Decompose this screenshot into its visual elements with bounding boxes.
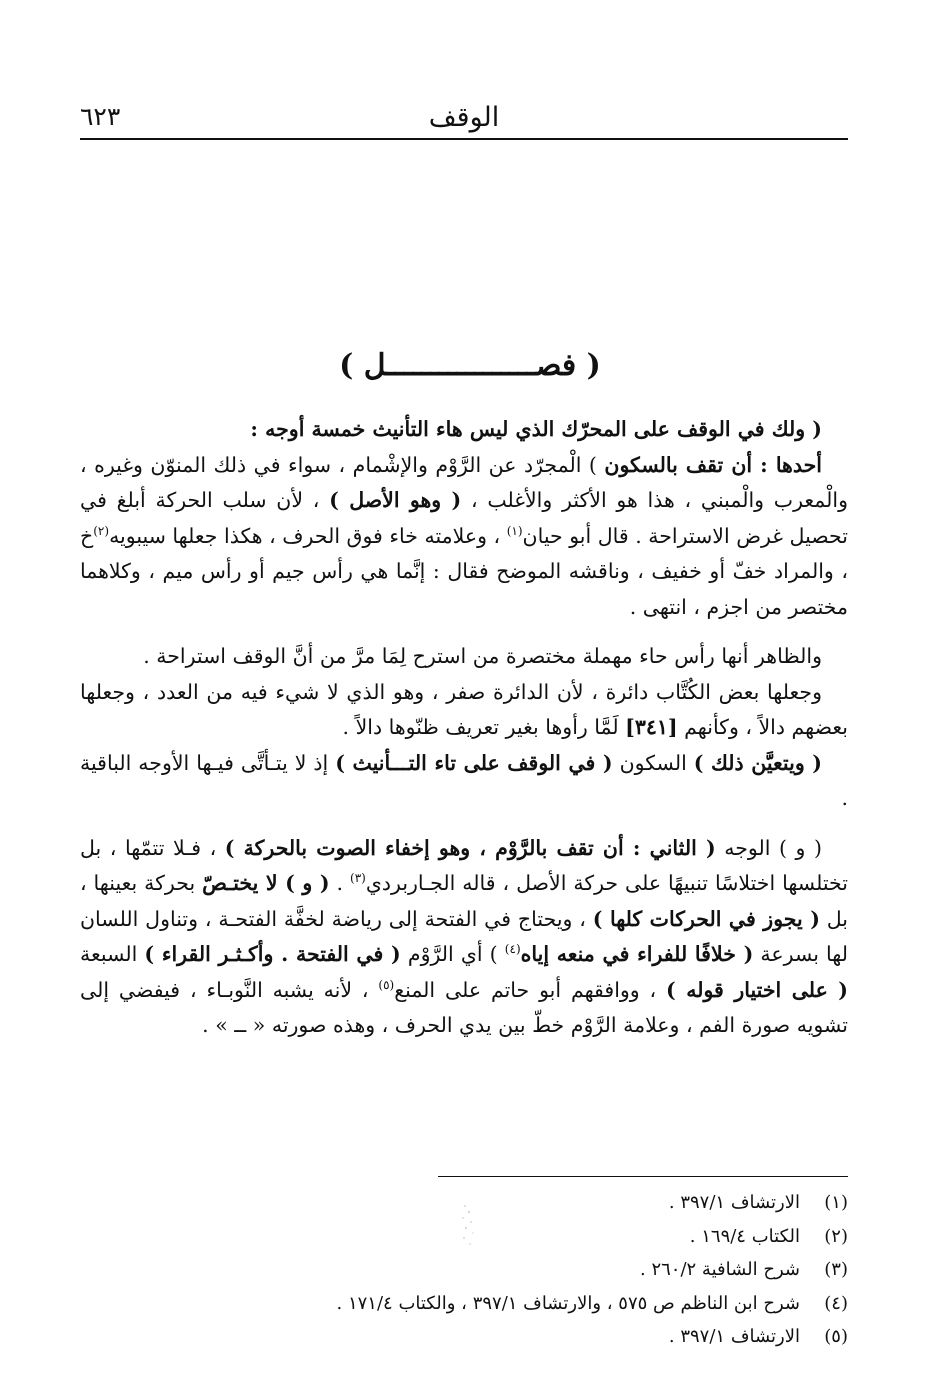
paragraph — [80, 448, 848, 626]
page-number: ٦٢٣ — [80, 102, 121, 131]
footnote — [200, 1186, 848, 1220]
matn-text: ( في الوقف على تاء التـــأنيث ) — [335, 750, 613, 775]
matn-text: ( و ) لا يختـصّ — [202, 871, 330, 895]
paragraph — [80, 639, 848, 675]
matn-text: [٣٤١] — [625, 715, 678, 739]
footnote-number: (١) — [824, 1192, 848, 1213]
sharh-text: ، ووافقهم أبو حاتم على المنع — [394, 977, 667, 1002]
matn-text: ( خلافًا للفراء في منعه إياه — [520, 942, 754, 966]
matn-text: ( وهو الأصل ) — [329, 488, 462, 512]
paragraph — [80, 746, 848, 817]
footnote — [200, 1320, 848, 1354]
matn-text: ( الثاني : أن تقف بالرَّوْم ، وهو إخفاء الصوت بالحركة ) — [224, 835, 716, 860]
matn-text: ( ولك في الوقف على المحرّك الذي ليس هاء التأنيث خمسة أوجه : — [250, 417, 822, 441]
matn-text: ( على اختيار قوله ) — [666, 977, 848, 1002]
sharh-text: ، وعلامته خاء فوق الحرف ، هكذا جعلها سيبويه — [109, 523, 507, 548]
footnote — [200, 1220, 848, 1254]
footnote — [200, 1253, 848, 1287]
sharh-text: السكون — [612, 750, 694, 775]
running-title: الوقف — [428, 102, 500, 133]
sharh-text: وجعلها بعض الكُتَّاب دائرة ، لأن الدائرة صفر ، وهو الذي لا شيء فيه من العدد ، وجعلها بعضهم دالاً ، وكأنهم — [80, 679, 848, 739]
footnote-text: الكتاب ١٦٩/٤ . — [689, 1225, 800, 1247]
sharh-text: ) الْمجرّد عن الرَّوْم والإشْمام ، سواء في ذلك المنوّن وغيره ، والْمعرب والْمبني ، هذا هو الأكثر والأغلب ، — [80, 452, 848, 512]
footnote-ref: (٤) — [504, 942, 521, 957]
footnote-text: شرح الشافية ٢٦٠/٢ . — [640, 1259, 800, 1280]
footnote — [200, 1287, 848, 1321]
paragraph — [80, 412, 848, 448]
footnote-text: الارتشاف ٣٩٧/١ . — [668, 1326, 800, 1347]
matn-text: ( ويتعيَّن ذلك ) — [693, 750, 822, 775]
footnote-ref: (٣) — [350, 871, 366, 886]
footnote-number: (٤) — [824, 1292, 848, 1314]
sharh-text: لَمَّا رأوها بغير تعريف ظنّوها دالاً . — [342, 715, 626, 739]
sharh-text: السبعة — [80, 942, 145, 966]
footnote-text: شرح ابن الناظم ص ٥٧٥ ، والارتشاف ٣٩٧/١ ، والكتاب ١٧١/٤ . — [336, 1292, 800, 1314]
paragraph — [80, 675, 848, 746]
sharh-text: والظاهر أنها رأس حاء مهملة مختصرة من استرح لِمَا مرَّ من أنَّ الوقف استراحة . — [143, 644, 822, 668]
sharh-text: ، ويحتاج في الفتحة إلى رياضة لخفَّة الفتحـة ، وتناول اللسان لها بسرعة — [80, 906, 848, 966]
sharh-text: خ ، والمراد خفّ أو خفيف ، وناقشه الموضح فقال : إنَّما هي رأس جيم أو رأس ميم ، وكلاهما مختصر من اجزم ، انتهى . — [80, 523, 848, 619]
sharh-text: ، لأنه يشبه النَّوبـاء ، فيفضي إلى تشويه صورة الفم ، وعلامة الرَّوْم خطّ بين يدي الحرف ، وهذه صورته « ــ » . — [80, 977, 848, 1037]
main-text — [80, 412, 848, 1044]
footnotes — [200, 1186, 848, 1354]
footnote-ref: (٥) — [378, 977, 395, 992]
footnote-ref: (٢) — [93, 523, 110, 538]
sharh-text: ، فـلا تتمّها ، بل تختلسها اختلاسًا تنبيهًا على حركة الأصل ، قاله الجـاربردي — [80, 835, 848, 895]
page-header — [80, 98, 848, 140]
footnote-ref: (١) — [506, 523, 523, 538]
footnote-text: الارتشاف ٣٩٧/١ . — [668, 1192, 800, 1213]
sharh-text: ( و ) الوجه — [715, 835, 823, 860]
matn-text: ( في الفتحة . وأكـثـر القراء ) — [144, 942, 401, 966]
sharh-text: ) أي الرَّوْم — [400, 942, 505, 966]
sharh-text: . — [329, 871, 350, 895]
footnote-number: (٥) — [824, 1326, 848, 1347]
section-heading: ( فصـــــــــــــــــل ) — [339, 348, 601, 383]
matn-text: ( يجوز في الحركات كلها ) — [592, 906, 820, 931]
sharh-text: بحركة بعينها ، بل — [80, 871, 848, 931]
footnote-number: (٣) — [824, 1259, 848, 1280]
footnote-separator — [438, 1176, 848, 1177]
paper-speck — [455, 1200, 483, 1250]
matn-text: أحدها : أن تقف بالسكون — [604, 452, 822, 477]
footnote-number: (٢) — [824, 1225, 848, 1247]
sharh-text: إذ لا يتـأتَّى فيـها الأوجه الباقية . — [80, 750, 848, 810]
paragraph — [80, 831, 848, 1044]
sharh-text: ، لأن سلب الحركة أبلغ في تحصيل غرض الاستراحة . قال أبو حيان — [80, 488, 848, 548]
